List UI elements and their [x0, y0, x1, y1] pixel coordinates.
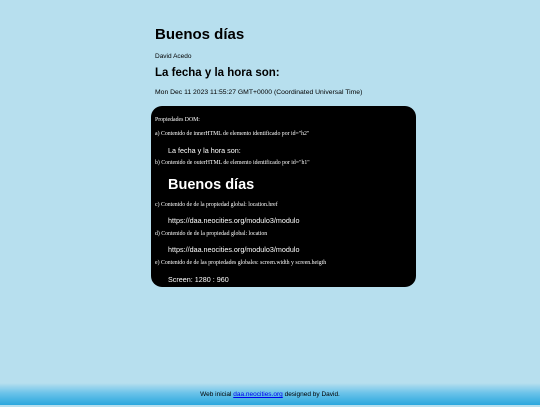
dom-heading: Propiedades DOM:	[155, 117, 200, 123]
footer-suffix: designed by David.	[284, 391, 340, 398]
item-e-label: e) Contenido de de las propiedades globales: screen.width y screen.heigth	[155, 260, 327, 266]
footer	[0, 383, 540, 405]
item-d-label: d) Contenido de de la propiedad global: location	[155, 231, 268, 237]
item-c-label: c) Contenido de de la propiedad global: location.href	[155, 202, 278, 208]
footer-prefix: Web inicial	[200, 391, 232, 398]
page-title: Buenos días	[155, 26, 245, 43]
item-d-value: https://daa.neocities.org/modulo3/modulo	[168, 245, 300, 254]
item-b-value: Buenos días	[168, 177, 255, 193]
author-name: David Acedo	[155, 53, 192, 60]
datetime-value: Mon Dec 11 2023 11:55:27 GMT+0000 (Coordinated Universal Time)	[155, 89, 363, 96]
item-b-label: b) Contenido de outerHTML de elemento identificado por id="h1"	[155, 160, 310, 166]
item-c-value: https://daa.neocities.org/modulo3/modulo	[168, 216, 300, 225]
item-a-label: a) Contenido de innerHTML de elemento identificado por id="h2"	[155, 131, 310, 137]
item-a-value: La fecha y la hora son:	[168, 146, 241, 155]
item-e-value: Screen: 1280 : 960	[168, 275, 229, 284]
footer-home-link[interactable]: daa.neocities.org	[233, 391, 283, 398]
datetime-heading: La fecha y la hora son:	[155, 67, 280, 79]
dom-properties-panel	[151, 106, 416, 287]
